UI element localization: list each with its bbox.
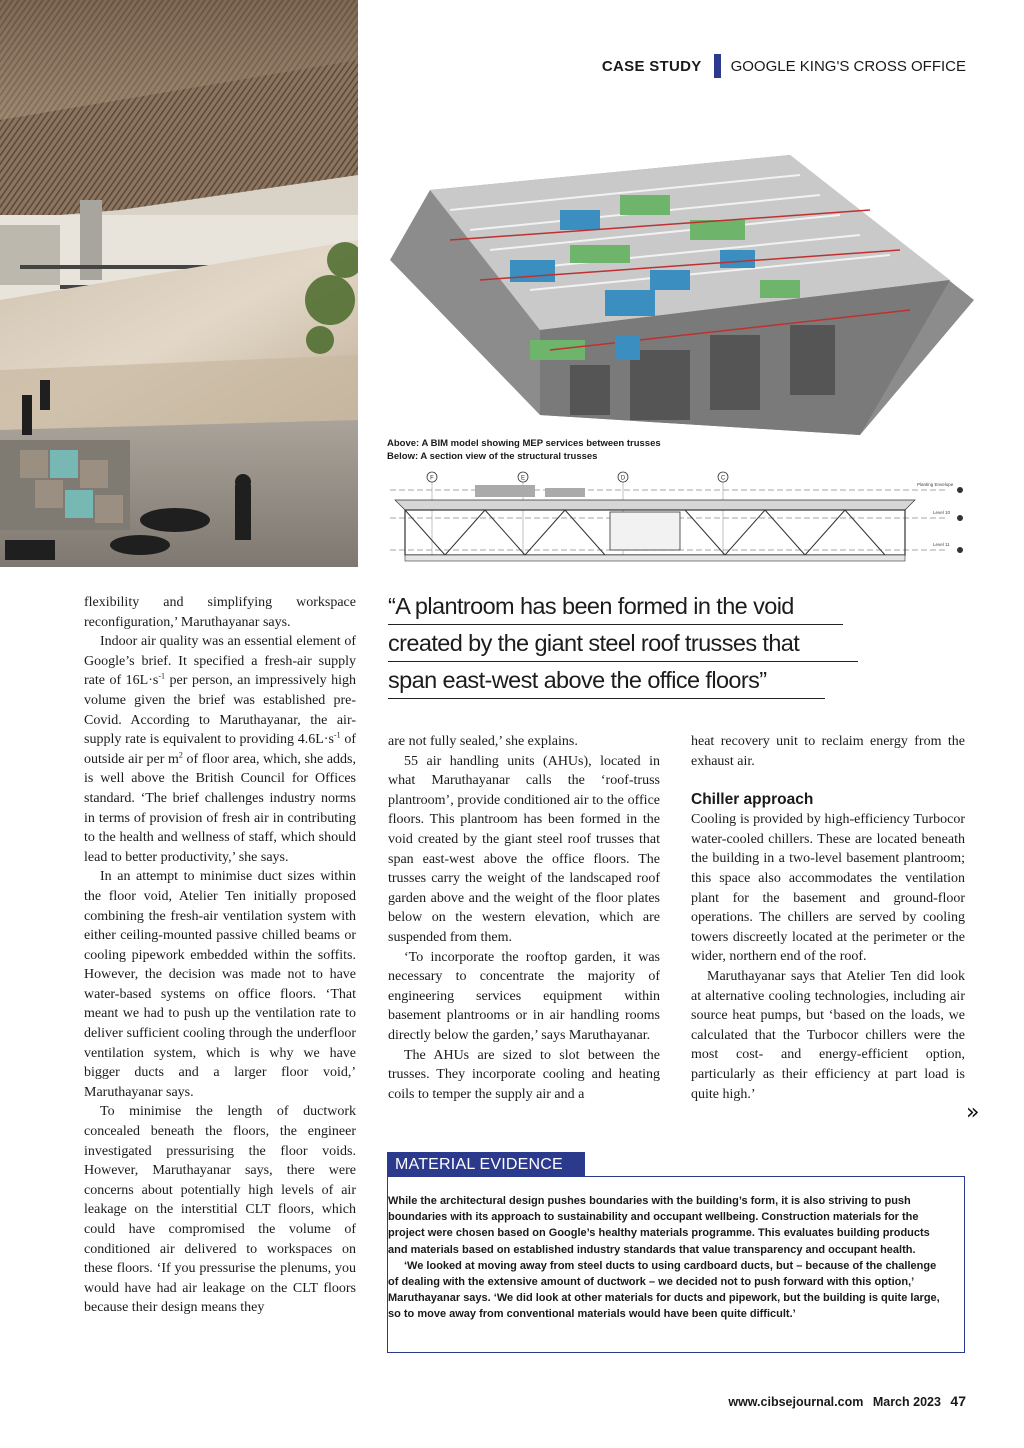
level-10: Level 10 — [933, 510, 951, 515]
paragraph: 55 air handling units (AHUs), located in what Maruthayanar calls the ‘roof-truss plantroom’, provide conditioned air to the office floors. This plantroom has been formed in the void created by the giant steel roof trusses that span east-west above the office floors. The trusses carry the weight of the landscaped roof garden above and the weight of the floor plates below on the western elevation, which are suspended from them. — [388, 753, 660, 945]
material-evidence-tab: MATERIAL EVIDENCE — [387, 1152, 585, 1177]
figure-caption — [387, 437, 661, 463]
paragraph: Cooling is provided by high-efficiency Turbocor water-cooled chillers. These are located beneath the building in a two-level basement plantroom; this space also accommodates the ventilation plant for the basement and ground-floor operations. The chillers are served by cooling towers discreetly located at the perimeter or the wider, northern end of the roof. — [691, 812, 965, 965]
paragraph: are not fully sealed,’ she explains. — [388, 734, 578, 749]
footer-url: www.cibsejournal.com — [728, 1395, 864, 1409]
caption-above: Above: A BIM model showing MEP services between trusses — [387, 438, 661, 449]
pull-quote-line: “A plantroom has been formed in the void — [388, 588, 843, 625]
paragraph: Maruthayanar says that Atelier Ten did look at alternative cooling technologies, including air source heat pumps, but ‘based on the loads, we calculated that the Turbocor chillers were the most cost- and energy-efficient option, particularly as their efficiency at part load is quite high.’ — [691, 968, 965, 1102]
paragraph: The AHUs are sized to slot between the trusses. They incorporate cooling and heating coils to temper the supply air and a — [388, 1047, 660, 1102]
paragraph: ‘To incorporate the rooftop garden, it was necessary to concentrate the majority of engineering services equipment within basement plantrooms or in air handling rooms directly below the garden,’ says Maruthayanar. — [388, 949, 660, 1043]
page-header — [602, 54, 966, 78]
paragraph: heat recovery unit to reclaim energy from the exhaust air. — [691, 734, 965, 769]
truss-section-drawing — [385, 470, 975, 567]
pull-quote-line: span east-west above the office floors” — [388, 662, 825, 699]
grid-label-c: C — [720, 475, 726, 482]
body-column-2 — [388, 732, 660, 1104]
article-title: GOOGLE KING'S CROSS OFFICE — [730, 57, 966, 75]
material-evidence-box — [387, 1176, 965, 1353]
paragraph: ‘We looked at moving away from steel ducts to using cardboard ducts, but – because of the challenge of dealing with the extensive amount of ductwork – we decided not to push forward with this option,’ Maruthayanar says. ‘We did look at other materials for ducts and pipework, but the building is quite large, so to move away from conventional materials would have been quite difficult.’ — [388, 1259, 940, 1321]
grid-label-d: D — [620, 475, 626, 482]
header-divider — [714, 54, 721, 78]
pull-quote-line: created by the giant steel roof trusses that — [388, 625, 858, 662]
grid-label-e: E — [520, 475, 526, 482]
caption-below: Below: A section view of the structural trusses — [387, 451, 598, 462]
section-label: CASE STUDY — [601, 57, 702, 75]
paragraph: To minimise the length of ductwork concealed beneath the floors, the engineer investigated pressurising the floor voids. However, Maruthayanar says, there were concerns about potentially high levels of air leakage on the interstitial CLT floors, which could have compromised the volume of conditioned air delivered to workspaces on these floors. ‘If you pressurise the plenums, you would have had air leakage on the CLT floors because their design means they — [84, 1104, 356, 1316]
paragraph: While the architectural design pushes boundaries with the building’s form, it is also striving to push boundaries with its approach to sustainability and occupant wellbeing. Construction materials for the project were chosen based on Google’s healthy materials programme. This evaluates building products and materials based on established industry standards that value transparency and occupant health. — [388, 1195, 930, 1256]
continue-arrow-icon: » — [966, 1100, 980, 1125]
level-11: Level 11 — [933, 542, 950, 547]
page-footer — [728, 1393, 966, 1409]
body-column-3 — [691, 732, 965, 1104]
footer-issue: March 2023 — [872, 1395, 941, 1409]
page-number: 47 — [950, 1393, 966, 1409]
grid-label-f: F — [430, 475, 434, 482]
paragraph: flexibility and simplifying workspace reconfiguration,’ Maruthayanar says. — [84, 595, 356, 630]
office-interior-photo — [0, 0, 358, 567]
level-planting: Planting Envelope — [917, 482, 954, 487]
paragraph: Indoor air quality was an essential element of Google’s brief. It specified a fresh-air supply rate of $16L\cdot s^{-1}$ per person, an impressively high volume given the brief was established pre-Covid. According to Maruthayanar, the air-supply rate is equivalent to providing $4.6L\cdot s^{-1}$ of outside air per $m^2$ of floor area, which, she adds, is well above the British Council for Offices standard. ‘The brief challenges industry norms in terms of provision of fresh air in contributing to the health and wellness of staff, which should lead to better productivity,’ she says. — [84, 634, 356, 865]
subheading: Chiller approach — [691, 791, 814, 809]
pull-quote — [388, 588, 860, 699]
bim-model-illustration — [390, 150, 974, 435]
paragraph: In an attempt to minimise duct sizes within the floor void, Atelier Ten initially proposed combining the fresh-air ventilation system with either ceiling-mounted passive chilled beams or cooling pipework embedded within the soffits. However, the decision was made not to have water-based systems on office floors. ‘That meant we had to push up the ventilation rate to deliver sufficient cooling through the underfloor ventilation system, which is why we have bigger ducts and a larger floor void,’ Maruthayanar says. — [84, 869, 356, 1100]
body-column-1 — [84, 593, 356, 1318]
